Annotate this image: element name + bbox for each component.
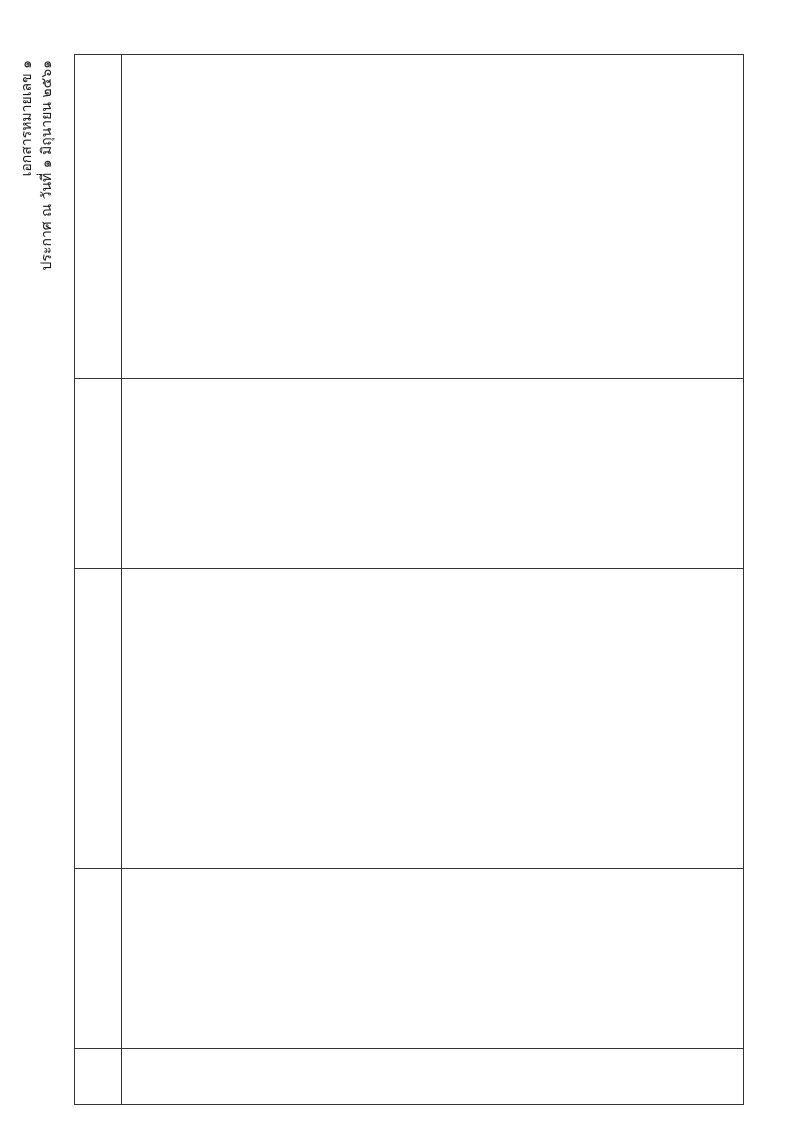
duties-text — [122, 55, 744, 379]
header-duties — [75, 55, 122, 379]
header-documents — [75, 379, 122, 569]
qualifications-text — [122, 569, 744, 869]
announcement-date: ประกาศ ณ วันที่ ๑ มิถุนายน ๒๕๖๑ — [39, 60, 55, 271]
table-header-row — [75, 55, 122, 1105]
header-position — [75, 869, 122, 1049]
qualification-table — [74, 54, 744, 1105]
position-title — [122, 869, 744, 1049]
position-number — [122, 1049, 744, 1105]
documents-text — [122, 379, 744, 569]
header-position-number — [75, 1049, 122, 1105]
header-qualifications — [75, 569, 122, 869]
attachment-label: เอกสารหมายเลข ๑ — [19, 60, 35, 177]
table-row — [122, 55, 744, 1105]
